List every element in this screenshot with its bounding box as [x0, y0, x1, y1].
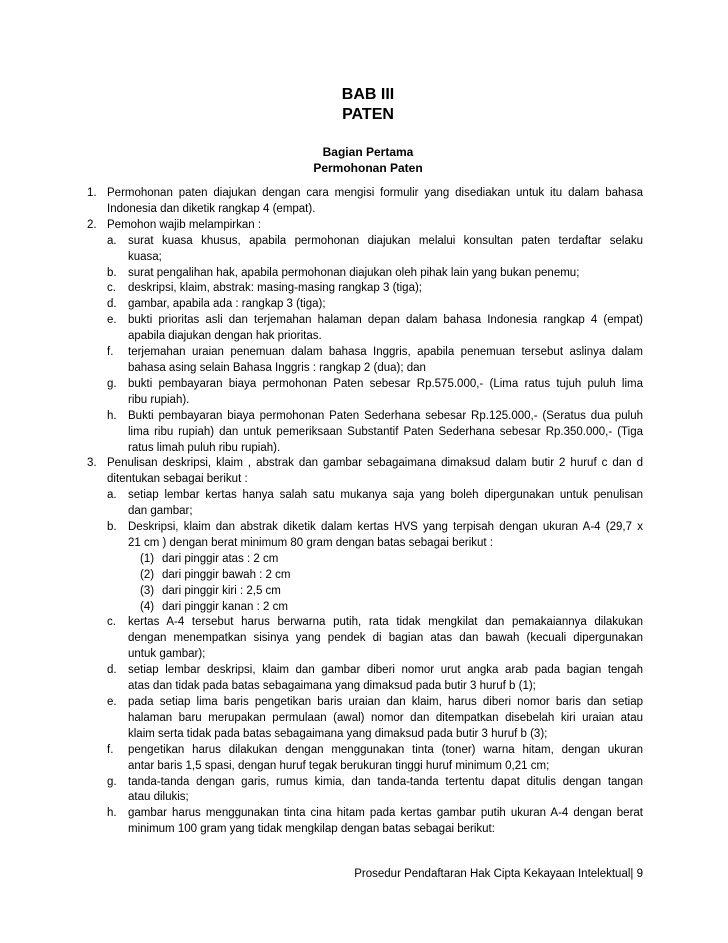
sub-marker: d. — [107, 298, 117, 311]
sub-line: Bukti pembayaran biaya permohonan Paten Sederhana sebesar Rp.125.000,- (Seratus dua puluh — [128, 409, 643, 422]
sub-item — [107, 806, 643, 838]
sub-line: ribu rupiah). — [128, 393, 190, 406]
sub-line: gambar, apabila ada : rangkap 3 (tiga); — [128, 298, 326, 311]
document-body — [87, 186, 643, 838]
sub-line: surat kuasa khusus, apabila permohonan diajukan melalui konsultan paten terdaftar selaku — [128, 234, 643, 247]
sub-marker: a. — [107, 234, 117, 247]
sub-item — [107, 488, 643, 520]
margin-line: dari pinggir kanan : 2 cm — [162, 600, 288, 613]
list-marker: 3. — [87, 457, 97, 470]
section-title: Permohonan Paten — [313, 161, 423, 175]
page-number: 9 — [636, 868, 643, 880]
sub-line: halaman baru merupakan permulaan (awal) nomor dan ditempatkan disebelah kiri uraian atau — [128, 711, 643, 724]
sub-line: bukti prioritas asli dan terjemahan halaman depan dalam bahasa Indonesia rangkap 4 (empat) — [128, 314, 643, 327]
sub-marker: c. — [107, 616, 116, 629]
sub-line: ratus limah puluh ribu rupiah). — [128, 441, 281, 454]
sub-marker: f. — [107, 346, 114, 359]
sub-line: kertas A-4 tersebut harus berwarna putih, rata tidak mengkilat dan pemakaiannya dilakukan — [128, 616, 643, 629]
list-marker: 1. — [87, 187, 97, 199]
margin-marker: (2) — [140, 568, 155, 581]
sub-line: minimum 100 gram yang tidak mengkilap dengan batas sebagai berikut: — [128, 823, 495, 836]
sub-line: atau dilukis; — [128, 791, 189, 804]
sub-marker: f. — [107, 743, 114, 756]
sub-line: gambar harus menggunakan tinta cina hitam pada kertas gambar putih ukuran A-4 dengan berat — [128, 807, 643, 820]
margin-item — [128, 552, 643, 568]
sub-item — [107, 281, 643, 297]
sub-item — [107, 520, 643, 615]
sub-marker: b. — [107, 521, 117, 534]
sub-line: pengetikan harus dilakukan dengan menggunakan tinta (toner) warna hitam, dengan ukuran — [128, 743, 643, 756]
margin-item — [128, 600, 643, 616]
section-part: Bagian Pertama — [322, 145, 414, 159]
margin-line: dari pinggir atas : 2 cm — [162, 552, 279, 565]
sub-line: Deskripsi, klaim dan abstrak diketik dalam kertas HVS yang terpisah dengan ukuran A-4 (29,7 x — [128, 521, 643, 534]
list-item — [87, 218, 643, 457]
chapter-title: PATEN — [342, 106, 394, 123]
sub-line: atas dan tidak pada batas sebagaimana yang dimaksud pada butir 3 huruf b (1); — [128, 680, 536, 693]
sub-item — [107, 297, 643, 313]
sub-item — [107, 775, 643, 807]
sub-line: lima ribu rupiah) dan untuk pemeriksaan Substantif Paten Sederhana sebesar Rp.350.000,- (Tiga — [128, 425, 643, 438]
sub-line: dan gambar; — [128, 505, 193, 518]
sub-line: setiap lembar kertas hanya salah satu mukanya saja yang boleh dipergunakan untuk penulisan — [128, 489, 643, 502]
sub-line: surat pengalihan hak, apabila permohonan diajukan oleh pihak lain yang bukan penemu; — [128, 266, 580, 279]
sub-marker: h. — [107, 409, 117, 422]
sub-marker: c. — [107, 282, 116, 295]
sub-marker: g. — [107, 775, 117, 788]
margin-marker: (4) — [140, 600, 155, 613]
list-line: Penulisan deskripsi, klaim , abstrak dan gambar sebagaimana dimaksud dalam butir 2 huruf c dan d — [107, 457, 643, 470]
margin-marker: (1) — [140, 552, 155, 565]
sub-item — [107, 695, 643, 743]
sub-line: antar baris 1,5 spasi, dengan huruf tegak berukuran tinggi huruf minimum 0,21 cm; — [128, 759, 550, 772]
list-marker: 2. — [87, 218, 97, 231]
sub-item — [107, 409, 643, 457]
sub-line: apabila diajukan dengan hak prioritas. — [128, 330, 322, 343]
margin-line: dari pinggir bawah : 2 cm — [162, 568, 291, 581]
margin-item — [128, 568, 643, 584]
sub-marker: e. — [107, 314, 117, 327]
sub-line: kuasa; — [128, 250, 162, 263]
sub-item — [107, 234, 643, 266]
sub-line: klaim serta tidak pada batas sebagaimana yang dimaksud pada butir 3 huruf b (3); — [128, 727, 548, 740]
footer-title: Prosedur Pendaftaran Hak Cipta Kekayaan Intelektual| — [354, 868, 634, 880]
sub-marker: h. — [107, 807, 117, 820]
sub-marker: b. — [107, 266, 117, 279]
sub-line: deskripsi, klaim, abstrak: masing-masing rangkap 3 (tiga); — [128, 282, 423, 295]
sub-item — [107, 615, 643, 663]
page-footer — [354, 866, 643, 882]
list-line: Indonesia dan diketik rangkap 4 (empat). — [107, 202, 316, 215]
sub-line: terjemahan uraian penemuan dalam bahasa Inggris, apabila penemuan tersebut aslinya dalam — [128, 346, 643, 359]
margin-item — [128, 584, 643, 600]
margin-marker: (3) — [140, 584, 155, 597]
sub-marker: d. — [107, 664, 117, 677]
margin-line: dari pinggir kiri : 2,5 cm — [162, 584, 281, 597]
list-item — [87, 186, 643, 218]
list-item — [87, 456, 643, 838]
sub-line: bahasa asing selain Bahasa Inggris : rangkap 2 (dua); dan — [128, 361, 426, 374]
list-line: Pemohon wajib melampirkan : — [107, 218, 262, 231]
sub-line: untuk gambar); — [128, 648, 206, 661]
sub-item — [107, 266, 643, 282]
sub-line: 21 cm ) dengan berat minimum 80 gram dengan batas sebagai berikut : — [128, 536, 494, 549]
sub-item — [107, 345, 643, 377]
sub-line: setiap lembar deskripsi, klaim dan gambar diberi nomor urut angka arab pada bagian tengah — [128, 664, 643, 677]
list-line: Permohonan paten diajukan dengan cara mengisi formulir yang disediakan untuk itu dalam bahasa — [107, 187, 643, 199]
sub-item — [107, 743, 643, 775]
list-line: ditentukan sebagai berikut : — [107, 473, 248, 486]
chapter-heading: BAB III — [341, 86, 395, 103]
sub-line: pada setiap lima baris pengetikan baris uraian dan klaim, harus diberi nomor baris dan setiap — [128, 696, 643, 708]
sub-marker: e. — [107, 696, 117, 708]
sub-item — [107, 313, 643, 345]
sub-marker: g. — [107, 377, 117, 390]
sub-line: tanda-tanda dengan garis, rumus kimia, dan tanda-tanda tertentu dapat ditulis dengan tangan — [128, 775, 643, 788]
sub-line: bukti pembayaran biaya permohonan Paten sebesar Rp.575.000,- (Lima ratus tujuh puluh lima — [128, 377, 643, 390]
sub-item — [107, 663, 643, 695]
sub-line: dengan menempatkan sisinya yang pendek di bagian atas dan bawah (kecuali dipergunakan — [128, 632, 643, 645]
sub-item — [107, 377, 643, 409]
sub-marker: a. — [107, 489, 117, 502]
